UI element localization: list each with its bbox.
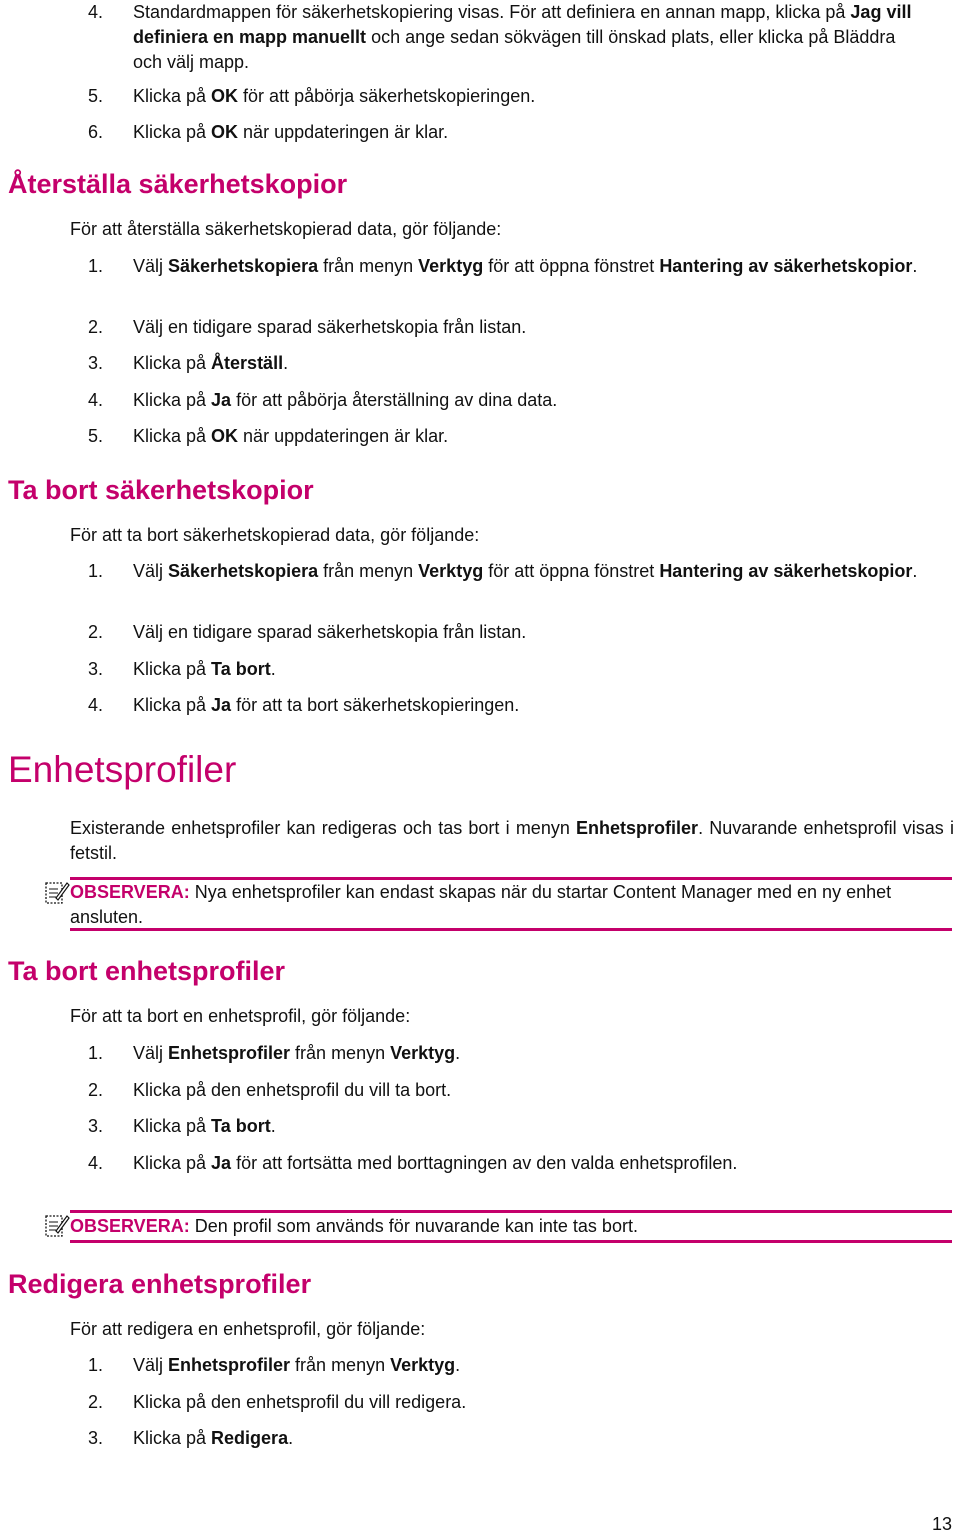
bold-text-run: Enhetsprofiler xyxy=(168,1355,291,1375)
step-text xyxy=(133,1353,923,1378)
bold-text-run: Verktyg xyxy=(418,561,484,581)
step-text xyxy=(133,424,923,449)
note-text xyxy=(70,1214,940,1239)
bold-text-run: Ja xyxy=(211,1153,232,1173)
bold-text-run: Enhetsprofiler xyxy=(576,818,699,838)
text-run: Klicka på xyxy=(133,659,212,679)
text-run: . Nuvarande enhetsprofil visas i fetstil. xyxy=(70,818,954,863)
text-run: Klicka på xyxy=(133,122,212,142)
text-run: från menyn xyxy=(318,256,419,276)
bold-text-run: Enhetsprofiler xyxy=(168,1043,291,1063)
note-text xyxy=(70,880,940,930)
step-text xyxy=(133,351,923,376)
text-run: Existerande enhetsprofiler kan redigeras och tas bort i menyn xyxy=(70,818,577,838)
text-run: för att öppna fönstret xyxy=(483,561,660,581)
text-run: från menyn xyxy=(290,1043,391,1063)
note-rule-bottom xyxy=(70,1240,952,1243)
bold-text-run: Ja xyxy=(211,390,232,410)
text-run: Klicka på xyxy=(133,695,212,715)
step-number: 4. xyxy=(88,2,104,22)
section-heading-delete-backup: Ta bort säkerhetskopior xyxy=(8,475,314,505)
section-intro xyxy=(70,816,954,866)
section-intro: För att ta bort en enhetsprofil, gör följande: xyxy=(70,1006,411,1026)
section-intro: För att ta bort säkerhetskopierad data, gör följande: xyxy=(70,525,480,545)
bold-text-run: Verktyg xyxy=(390,1355,456,1375)
step-text xyxy=(133,388,923,413)
section-heading-delete-profile: Ta bort enhetsprofiler xyxy=(8,956,286,986)
text-run: . xyxy=(455,1355,461,1375)
step-number: 1. xyxy=(88,256,104,276)
step-number: 6. xyxy=(88,122,104,142)
section-heading-restore: Återställa säkerhetskopior xyxy=(8,169,348,199)
step-text xyxy=(133,693,923,718)
note-rule-top xyxy=(70,1210,952,1213)
text-run: när uppdateringen är klar. xyxy=(238,122,449,142)
step-number: 2. xyxy=(88,317,104,337)
bold-text-run: Ja xyxy=(211,695,232,715)
step-text: Välj en tidigare sparad säkerhetskopia från listan. xyxy=(133,622,527,642)
text-run: Klicka på xyxy=(133,390,212,410)
text-run: Klicka på xyxy=(133,1153,212,1173)
bold-text-run: Verktyg xyxy=(390,1043,456,1063)
note-box xyxy=(44,1210,952,1243)
text-run: Välj xyxy=(133,1355,169,1375)
text-run: för att fortsätta med borttagningen av den valda enhetsprofilen. xyxy=(231,1153,738,1173)
bold-text-run: Redigera xyxy=(211,1428,289,1448)
bold-text-run: Verktyg xyxy=(418,256,484,276)
step-number: 3. xyxy=(88,353,104,373)
text-run: Nya enhetsprofiler kan endast skapas när du startar Content Manager med en ny enhet ansluten. xyxy=(70,882,892,927)
bold-text-run: Jag vill definiera en mapp manuellt xyxy=(133,2,912,47)
note-label: OBSERVERA: xyxy=(70,882,190,902)
note-box xyxy=(44,877,952,932)
bold-text-run: Hantering av säkerhetskopior xyxy=(659,256,913,276)
text-run: Klicka på xyxy=(133,353,212,373)
step-text xyxy=(133,1151,923,1176)
step-number: 5. xyxy=(88,86,104,106)
text-run: från menyn xyxy=(318,561,419,581)
step-text xyxy=(133,120,923,145)
step-text: Välj en tidigare sparad säkerhetskopia från listan. xyxy=(133,317,527,337)
step-text xyxy=(133,559,923,584)
step-text xyxy=(133,1426,923,1451)
step-text xyxy=(133,254,923,279)
bold-text-run: Ta bort xyxy=(211,659,271,679)
step-number: 1. xyxy=(88,561,104,581)
text-run: . xyxy=(912,256,918,276)
step-number: 4. xyxy=(88,695,104,715)
step-number: 4. xyxy=(88,390,104,410)
note-rule-bottom xyxy=(70,928,952,931)
step-number: 2. xyxy=(88,1080,104,1100)
bold-text-run: OK xyxy=(211,122,239,142)
step-text xyxy=(133,1041,923,1066)
text-run: Klicka på xyxy=(133,1116,212,1136)
note-label: OBSERVERA: xyxy=(70,1216,190,1236)
step-number: 1. xyxy=(88,1043,104,1063)
step-number: 1. xyxy=(88,1355,104,1375)
text-run: Klicka på xyxy=(133,1428,212,1448)
step-text: Klicka på den enhetsprofil du vill ta bort. xyxy=(133,1080,452,1100)
text-run: Välj xyxy=(133,1043,169,1063)
bold-text-run: Hantering av säkerhetskopior xyxy=(659,561,913,581)
text-run: för att ta bort säkerhetskopieringen. xyxy=(231,695,520,715)
text-run: Välj xyxy=(133,256,169,276)
text-run: för att öppna fönstret xyxy=(483,256,660,276)
step-number: 3. xyxy=(88,1116,104,1136)
step-number: 2. xyxy=(88,622,104,642)
text-run: . xyxy=(270,659,276,679)
step-number: 5. xyxy=(88,426,104,446)
text-run: när uppdateringen är klar. xyxy=(238,426,449,446)
text-run: Välj xyxy=(133,561,169,581)
step-number: 3. xyxy=(88,659,104,679)
bold-text-run: Säkerhetskopiera xyxy=(168,561,319,581)
chapter-heading: Enhetsprofiler xyxy=(8,749,237,790)
text-run: från menyn xyxy=(290,1355,391,1375)
step-text xyxy=(133,0,923,75)
text-run: för att påbörja återställning av dina data. xyxy=(231,390,558,410)
step-text xyxy=(133,84,923,109)
step-text: Klicka på den enhetsprofil du vill redigera. xyxy=(133,1392,467,1412)
text-run: Klicka på xyxy=(133,86,212,106)
section-intro: För att återställa säkerhetskopierad data, gör följande: xyxy=(70,219,502,239)
text-run: Klicka på xyxy=(133,426,212,446)
text-run: . xyxy=(270,1116,276,1136)
text-run: . xyxy=(455,1043,461,1063)
text-run: Standardmappen för säkerhetskopiering visas. För att definiera en annan mapp, klicka på xyxy=(133,2,851,22)
bold-text-run: OK xyxy=(211,86,239,106)
page-number: 13 xyxy=(931,1514,952,1534)
text-run: . xyxy=(283,353,289,373)
bold-text-run: Ta bort xyxy=(211,1116,271,1136)
step-text xyxy=(133,1114,923,1139)
text-run: och ange sedan sökvägen till önskad plats, eller klicka på Bläddra och välj mapp. xyxy=(133,27,896,72)
bold-text-run: Återställ xyxy=(211,353,284,373)
text-run: . xyxy=(288,1428,294,1448)
text-run: för att påbörja säkerhetskopieringen. xyxy=(238,86,536,106)
bold-text-run: OK xyxy=(211,426,239,446)
section-intro: För att redigera en enhetsprofil, gör följande: xyxy=(70,1319,426,1339)
text-run: Den profil som används för nuvarande kan inte tas bort. xyxy=(189,1216,638,1236)
note-icon xyxy=(44,1212,70,1238)
section-heading-edit-profile: Redigera enhetsprofiler xyxy=(8,1269,312,1299)
text-run: . xyxy=(912,561,918,581)
step-text xyxy=(133,657,923,682)
note-icon xyxy=(44,879,70,905)
step-number: 4. xyxy=(88,1153,104,1173)
bold-text-run: Säkerhetskopiera xyxy=(168,256,319,276)
step-number: 2. xyxy=(88,1392,104,1412)
step-number: 3. xyxy=(88,1428,104,1448)
